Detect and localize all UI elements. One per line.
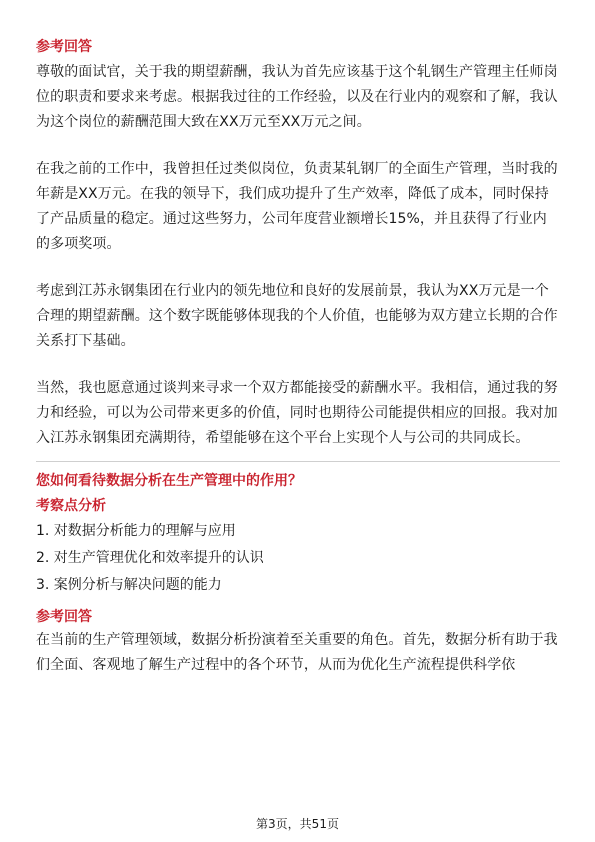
section-divider bbox=[36, 461, 560, 462]
answer-paragraph: 尊敬的面试官，关于我的期望薪酬，我认为首先应该基于这个轧钢生产管理主任师岗位的职责和要求来考虑。根据我过往的工作经验，以及在行业内的观察和了解，我认为这个岗位的薪酬范围大致在XX万元至XX万元之间。 bbox=[36, 64, 558, 130]
question-title: 您如何看待数据分析在生产管理中的作用？ bbox=[36, 473, 302, 489]
page-content bbox=[36, 38, 560, 678]
list-item: 2. 对生产管理优化和效率提升的认识 bbox=[36, 550, 264, 566]
list-item: 1. 对数据分析能力的理解与应用 bbox=[36, 523, 236, 539]
assessment-points-label: 考察点分析 bbox=[36, 498, 106, 514]
answer-paragraph: 在我之前的工作中，我曾担任过类似岗位，负责某轧钢厂的全面生产管理，当时我的年薪是XX万元。在我的领导下，我们成功提升了生产效率，降低了成本，同时保持了产品质量的稳定。通过这些努力，公司年度营业额增长15%，并且获得了行业内的多项奖项。 bbox=[36, 161, 558, 252]
list-item: 3. 案例分析与解决问题的能力 bbox=[36, 577, 222, 593]
assessment-points-list bbox=[36, 518, 560, 599]
page-number: 第3页，共51页 bbox=[256, 817, 339, 831]
reference-answer-label: 参考回答 bbox=[36, 609, 92, 625]
answer-paragraph: 考虑到江苏永钢集团在行业内的领先地位和良好的发展前景，我认为XX万元是一个合理的期望薪酬。这个数字既能够体现我的个人价值，也能够为双方建立长期的合作关系打下基础。 bbox=[36, 283, 558, 349]
reference-answer-label: 参考回答 bbox=[36, 39, 92, 55]
answer-paragraph: 当然，我也愿意通过谈判来寻求一个双方都能接受的薪酬水平。我相信，通过我的努力和经验，可以为公司带来更多的价值，同时也期待公司能提供相应的回报。我对加入江苏永钢集团充满期待，希望能够在这个平台上实现个人与公司的共同成长。 bbox=[36, 380, 558, 446]
answer-paragraph: 在当前的生产管理领域，数据分析扮演着至关重要的角色。首先，数据分析有助于我们全面、客观地了解生产过程中的各个环节，从而为优化生产流程提供科学依 bbox=[36, 632, 558, 673]
